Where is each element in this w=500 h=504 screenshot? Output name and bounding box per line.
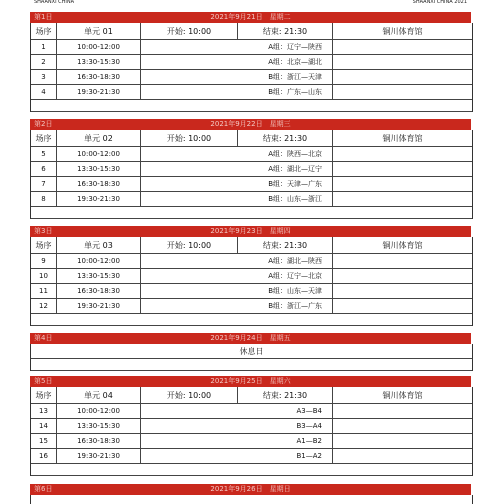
day-date: 2021年9月24日 星期五 (210, 334, 291, 342)
match-teams: A组：辽宁—陕西 (141, 40, 333, 54)
match-time: 10:00-12:00 (57, 40, 141, 54)
match-time: 19:30-21:30 (57, 449, 141, 463)
venue: 铜川体育馆 (382, 26, 423, 36)
match-number: 6 (31, 162, 57, 176)
match-note (333, 70, 472, 84)
table-row (31, 55, 472, 70)
match-note (333, 269, 472, 283)
blank-row (31, 207, 472, 219)
day-date: 2021年9月26日 星期日 (210, 485, 291, 493)
match-teams: A组：辽宁—北京 (141, 269, 333, 283)
match-teams: B组：浙江—天津 (141, 70, 333, 84)
unit-header-row (31, 23, 472, 40)
match-time: 16:30-18:30 (57, 434, 141, 448)
day-table (30, 130, 473, 219)
match-number: 10 (31, 269, 57, 283)
table-row (31, 40, 472, 55)
match-number: 15 (31, 434, 57, 448)
day-date: 2021年9月25日 星期六 (210, 377, 291, 385)
end-time: 结束: 21:30 (238, 130, 333, 146)
end-time: 结束: 21:30 (238, 387, 333, 403)
order-header: 场序 (31, 130, 57, 146)
match-note (333, 419, 472, 433)
start-time: 开始: 10:00 (141, 237, 238, 253)
match-note (333, 40, 472, 54)
table-row (31, 419, 472, 434)
match-time: 10:00-12:00 (57, 404, 141, 418)
match-teams: A组：湖北—辽宁 (141, 162, 333, 176)
match-teams: B组：广东—山东 (141, 85, 333, 99)
match-time: 10:00-12:00 (57, 254, 141, 268)
day-header (30, 226, 471, 237)
day-table (30, 387, 473, 476)
top-logo-strip (30, 0, 471, 12)
day-label: 第5日 (34, 377, 53, 385)
day-table (30, 237, 473, 326)
table-row (31, 177, 472, 192)
match-time: 13:30-15:30 (57, 162, 141, 176)
venue: 铜川体育馆 (382, 390, 423, 400)
day-label: 第2日 (34, 120, 53, 128)
match-time: 13:30-15:30 (57, 419, 141, 433)
day-header (30, 12, 471, 23)
match-note (333, 192, 472, 206)
unit-header-row (31, 387, 472, 404)
games-logo-left: SHAANXI CHINA (34, 0, 75, 5)
day-table (30, 23, 473, 112)
day-header (30, 119, 471, 130)
match-number: 2 (31, 55, 57, 69)
match-teams: B组：山东—天津 (141, 284, 333, 298)
table-row (31, 284, 472, 299)
match-number: 16 (31, 449, 57, 463)
match-teams: A3—B4 (141, 404, 333, 418)
table-row (31, 434, 472, 449)
match-number: 4 (31, 85, 57, 99)
match-time: 16:30-18:30 (57, 177, 141, 191)
match-number: 3 (31, 70, 57, 84)
match-teams: B3—A4 (141, 419, 333, 433)
match-note (333, 147, 472, 161)
day-label: 第1日 (34, 13, 53, 21)
day-header (30, 484, 471, 495)
unit-label: 单元 02 (57, 130, 141, 146)
day-label: 第4日 (34, 334, 53, 342)
match-note (333, 162, 472, 176)
match-time: 10:00-12:00 (57, 147, 141, 161)
match-teams: B组：山东—浙江 (141, 192, 333, 206)
match-number: 13 (31, 404, 57, 418)
match-note (333, 85, 472, 99)
day-date: 2021年9月23日 星期四 (210, 227, 291, 235)
table-row (31, 254, 472, 269)
match-time: 19:30-21:30 (57, 192, 141, 206)
match-note (333, 434, 472, 448)
start-time: 开始: 10:00 (141, 387, 238, 403)
order-header: 场序 (31, 237, 57, 253)
blank-row (31, 359, 472, 371)
table-row (31, 162, 472, 177)
day-date: 2021年9月22日 星期三 (210, 120, 291, 128)
spacer-rows (30, 359, 473, 371)
end-time: 结束: 21:30 (238, 237, 333, 253)
match-time: 19:30-21:30 (57, 299, 141, 313)
day-label: 第6日 (34, 485, 53, 493)
day-header (30, 376, 471, 387)
blank-row (31, 100, 472, 112)
match-number: 9 (31, 254, 57, 268)
match-number: 12 (31, 299, 57, 313)
match-number: 7 (31, 177, 57, 191)
match-teams: B组：天津—广东 (141, 177, 333, 191)
match-number: 1 (31, 40, 57, 54)
start-time: 开始: 10:00 (141, 130, 238, 146)
unit-header-row (31, 130, 472, 147)
match-teams: A1—B2 (141, 434, 333, 448)
table-row (31, 85, 472, 100)
match-note (333, 299, 472, 313)
unit-header-row (31, 237, 472, 254)
unit-label: 单元 01 (57, 23, 141, 39)
match-time: 13:30-15:30 (57, 55, 141, 69)
table-row (31, 404, 472, 419)
table-row (31, 147, 472, 162)
unit-label: 单元 04 (57, 387, 141, 403)
match-teams: B1—A2 (141, 449, 333, 463)
match-teams: A组：湖北—陕西 (141, 254, 333, 268)
match-time: 19:30-21:30 (57, 85, 141, 99)
games-logo-right: SHAANXI CHINA 2021 (412, 0, 467, 5)
match-number: 5 (31, 147, 57, 161)
start-time: 开始: 10:00 (141, 23, 238, 39)
match-teams: A组：北京—湖北 (141, 55, 333, 69)
match-time: 13:30-15:30 (57, 269, 141, 283)
end-time: 结束: 21:30 (238, 23, 333, 39)
match-note (333, 284, 472, 298)
day-date: 2021年9月21日 星期二 (210, 13, 291, 21)
match-note (333, 55, 472, 69)
blank-row (31, 314, 472, 326)
venue: 铜川体育馆 (382, 240, 423, 250)
match-teams: B组：浙江—广东 (141, 299, 333, 313)
match-time: 16:30-18:30 (57, 284, 141, 298)
table-row (31, 269, 472, 284)
table-row (31, 192, 472, 207)
order-header: 场序 (31, 23, 57, 39)
match-note (333, 449, 472, 463)
match-time: 16:30-18:30 (57, 70, 141, 84)
match-note (333, 177, 472, 191)
day-table-cutoff (30, 495, 473, 504)
table-row (31, 449, 472, 464)
match-number: 11 (31, 284, 57, 298)
match-number: 14 (31, 419, 57, 433)
match-note (333, 404, 472, 418)
venue: 铜川体育馆 (382, 133, 423, 143)
blank-row (31, 464, 472, 476)
match-note (333, 254, 472, 268)
day-header (30, 333, 471, 344)
order-header: 场序 (31, 387, 57, 403)
match-number: 8 (31, 192, 57, 206)
rest-day-row: 休息日 (30, 344, 473, 359)
day-label: 第3日 (34, 227, 53, 235)
table-row (31, 70, 472, 85)
unit-label: 单元 03 (57, 237, 141, 253)
match-teams: A组：陕西—北京 (141, 147, 333, 161)
table-row (31, 299, 472, 314)
